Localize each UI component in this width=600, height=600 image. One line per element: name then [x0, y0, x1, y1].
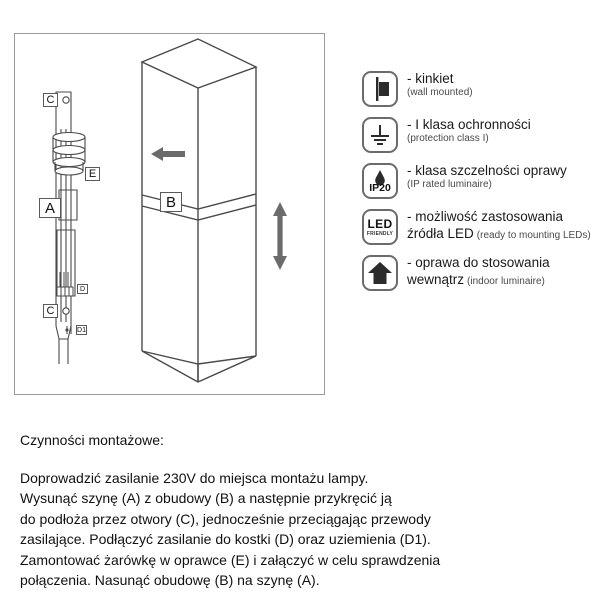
slide-direction-arrow	[151, 147, 185, 161]
instructions-heading: Czynności montażowe:	[20, 432, 164, 448]
legend-item-led-friendly	[362, 208, 600, 248]
indoor-house-icon	[362, 255, 398, 291]
instruction-line: do podłoża przez otwory (C), jednocześnie przeciągając przewody	[20, 510, 431, 527]
legend-text-indoor	[407, 254, 550, 289]
diagram-drawing	[15, 34, 324, 394]
legend-item-wall-mounted	[362, 70, 600, 110]
legend-main-led-friendly: - możliwość zastosowania	[407, 209, 564, 224]
legend-item-protection-class	[362, 116, 600, 156]
legend-text-led-friendly	[407, 208, 591, 243]
legend-sub-indoor: (indoor luminaire)	[467, 276, 545, 288]
instruction-line: Zamontować żarówkę w oprawce (E) i załączyć w celu sprawdzenia	[20, 551, 441, 568]
instructions-block	[20, 432, 580, 591]
instruction-line: zasilające. Podłączyć zasilanie do kostki (D) oraz uziemienia (D1).	[20, 531, 431, 548]
legend-main-ip-rating: - klasa szczelności oprawy	[407, 163, 567, 178]
legend-sub-led-friendly: (ready to mounting LEDs)	[476, 230, 591, 242]
led-friendly-icon	[362, 209, 398, 245]
ip-rating-icon	[362, 163, 398, 199]
wall-mounted-icon	[362, 71, 398, 107]
legend-main2-led-friendly: źródła LED	[407, 226, 474, 242]
label-rail: A	[39, 198, 61, 218]
legend-text-protection-class	[407, 116, 531, 146]
legend-item-ip-rating	[362, 162, 600, 202]
label-housing: B	[160, 192, 182, 212]
legend-main2-indoor: wewnątrz	[407, 272, 465, 288]
led-friendly-sublabel: FRIENDLY	[366, 231, 394, 237]
earth-wire-group	[65, 326, 68, 334]
legend-sub-wall-mounted: (wall mounted)	[407, 87, 473, 99]
legend-text-ip-rating	[407, 162, 567, 192]
instructions-body	[20, 468, 580, 591]
instruction-line: Doprowadzić zasilanie 230V do miejsca montażu lampy.	[20, 470, 369, 486]
label-mounting-hole-bottom: C	[43, 304, 58, 318]
label-earth-terminal: D1	[77, 326, 86, 334]
lamp-socket-group	[53, 133, 85, 176]
legend-sub-ip-rating: (IP rated luminaire)	[407, 179, 492, 191]
legend	[362, 70, 600, 300]
legend-main-indoor: - oprawa do stosowania	[407, 255, 550, 270]
ip-rating-value: IP20	[369, 182, 391, 194]
mounting-hole-top-circle	[63, 97, 69, 103]
instruction-line: połączenia. Nasunąć obudowę (B) na szynę (A).	[20, 572, 320, 589]
legend-sub-protection-class: (protection class I)	[407, 133, 489, 145]
installation-diagram-panel	[14, 33, 325, 395]
led-label: LED	[367, 217, 393, 231]
instruction-line: Wysunąć szynę (A) z obudowy (B) a następnie przykręcić ją	[20, 490, 392, 507]
label-mounting-hole-top: C	[43, 93, 58, 107]
mounting-hole-bottom-circle	[63, 308, 69, 314]
legend-text-wall-mounted	[407, 70, 473, 100]
earth-ground-icon	[362, 117, 398, 153]
vertical-extent-arrow	[273, 202, 287, 270]
legend-main-wall-mounted: - kinkiet	[407, 71, 454, 86]
label-terminal-block: D	[77, 284, 88, 294]
legend-main-protection-class: - I klasa ochronności	[407, 117, 531, 132]
legend-item-indoor	[362, 254, 600, 294]
label-lamp-socket: E	[85, 167, 100, 181]
